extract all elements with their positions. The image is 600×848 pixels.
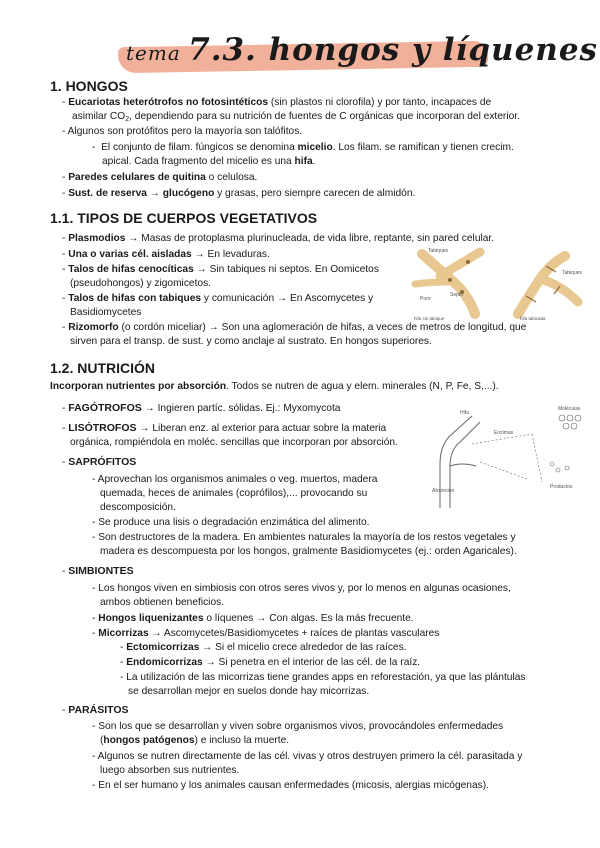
sapro-item-1: - Aprovechan los organismos animales o veg. muertos, madera [92,474,378,485]
nutrition-figure [432,404,590,510]
nutricion-intro: Incorporan nutrientes por absorción. Todos se nutren de agua y elem. minerales (N, P, Fe, S,...). [50,381,499,392]
molecule [575,415,581,421]
title-prefix: tema [126,41,189,65]
micorrizas-apps: - La utilización de las micorrizas tiene grandes apps en reforestación, ya que las plántulas [120,672,526,683]
para-item-1: - Son los que se desarrollan y viven sobre organismos vivos, provocándoles enfermedades [92,721,504,732]
bullet-plasmodios: - Plasmodios → Masas de protoplasma plurinucleada, de vida libre, reptante, sin pared celular. [62,233,495,244]
hypha-branch [540,279,578,302]
fig-caption: hifa sin tabique [414,316,445,321]
sapro-item-2: - Se produce una lisis o degradación enzimática del alimento. [92,517,370,528]
title-main: 7.3. hongos y líquenes [188,32,599,68]
parasitos-header: - PARÁSITOS [62,704,129,716]
page-title [118,30,599,80]
fig-label: Hifa [460,410,469,416]
para-item-3: - En el ser humano y los animales causan enfermedades (micosis, alergias micógenas). [92,780,489,791]
micorrizas-apps-cont: se desarrollan mejor en suelos donde hay micorrizas. [128,686,370,697]
bullet-tabiques-cont: Basidiomycetes [70,307,142,318]
ectomicorrizas: - Ectomicorrizas → Si el micelio crece alrededor de las raíces. [120,642,407,653]
para-item-2-cont: luego absorben sus nutrientes. [100,765,240,776]
bullet-fagotrofos: - FAGÓTROFOS → Ingieren partíc. sólidas. Ej.: Myxomycota [62,402,341,414]
molecule [571,423,577,429]
bullet-micelio-cont: apical. Cada fragmento del micelio es una hifa. [102,156,316,167]
simbiontes-header: - SIMBIONTES [62,565,134,577]
bullet-rizomorfo-cont: sirven para el transp. de sust. y como anclaje al sustrato. En hongos superiores. [70,336,432,347]
fig-label: Enzimas [494,430,514,436]
bullet-eucariotas-cont: asimilar $CO_2$, dependiendo para su nutrición de fuentes de C orgánicas que incorporan del exterior. [72,111,520,123]
fig-label: Septo [450,292,464,298]
nucleus [466,260,470,264]
simb-item-1: - Los hongos viven en simbiosis con otros seres vivos y, por lo menos en algunas ocasiones, [92,583,511,594]
para-item-2: - Algunos se nutren directamente de las cél. vivas y otros destruyen primero la cél. parasitada y [92,751,523,762]
heading-hongos: 1. HONGOS [50,78,128,94]
bullet-rizomorfo: - Rizomorfo (o cordón miceliar) → Son una aglomeración de hifas, a veces de metros de longitud, que [62,322,527,333]
sapro-item-3-cont: madera es descompuesta por los hongos, gralmente Basidiomycetes (ej.: orden Agaricales). [100,546,517,557]
molecule [559,415,565,421]
hypha-wall [440,416,472,508]
bullet-reserva: - Sust. de reserva → glucógeno y grasas, pero siempre carecen de almidón. [62,188,416,199]
nucleus [448,278,452,282]
sapro-item-3: - Son destructores de la madera. En ambientes naturales la mayoría de los restos vegetales y [92,532,516,543]
molecule [563,423,569,429]
bullet-celulas-aisladas: - Una o varias cél. aisladas → En levaduras. [62,249,270,260]
fig-label: Poro [420,296,431,302]
fig-caption: hifa tabicada [520,316,546,321]
bullet-eucariotas: - Eucariotas heterótrofos no fotosintéticos (sin plastos ni clorofila) y por tanto, incapaces de [62,97,492,108]
molecule [550,462,554,466]
arrow-absorption [480,462,527,479]
molecule [567,415,573,421]
fig-label: Tabiques [428,248,449,254]
saprofitos-header: - SAPRÓFITOS [62,456,137,468]
bullet-lisotrofos: - LISÓTROFOS → Liberan enz. al exterior para actuar sobre la materia [62,422,387,434]
bullet-micelio: - El conjunto de filam. fúngicos se denomina micelio. Los filam. se ramifican y tienen crecim. [92,142,514,153]
hypha-branch [440,252,480,276]
bullet-cenociticas: - Talos de hifas cenocíticas → Sin tabiques ni septos. En Oomicetos [62,264,379,275]
sapro-item-1-cont2: descomposición. [100,502,176,513]
arrow-breakdown [532,434,542,482]
bullet-cenociticas-cont: (pseudohongos) y zigomicetos. [70,278,212,289]
hypha-branch [415,282,450,284]
bullet-paredes: - Paredes celulares de quitina o celulosa. [62,172,258,183]
simb-item-2: - Hongos liquenizantes o líquenes → Con algas. Es la más frecuente. [92,613,414,624]
endomicorrizas: - Endomicorrizas → Si penetra en el interior de las cél. de la raíz. [120,657,421,668]
bullet-protofitos: - Algunos son protófitos pero la mayoría son talófitos. [62,126,303,137]
absorption-diagram [432,404,590,510]
hyphae-figure [400,244,590,322]
hyphae-illustration [400,244,590,322]
heading-tipos: 1.1. TIPOS DE CUERPOS VEGETATIVOS [50,210,318,226]
fig-label: Tabiques [562,270,583,276]
fig-label: Absorción [432,488,455,494]
para-item-1-cont: (hongos patógenos) e incluso la muerte. [100,735,290,746]
molecule [556,468,560,472]
bullet-tabiques: - Talos de hifas con tabiques y comunicación → En Ascomycetes y [62,293,374,304]
fig-label: Productos [550,484,573,490]
molecule [565,466,569,470]
hypha-branch [450,464,476,466]
simb-item-3: - Micorrizas → Ascomycetes/Basidiomycetes + raíces de plantas vasculares [92,628,440,639]
sapro-item-1-cont: quemada, heces de animales (coprófilos),... provocando su [100,488,368,499]
simb-item-1-cont: ambos obtienen beneficios. [100,597,225,608]
fig-label: Moléculas [558,406,581,412]
heading-nutricion: 1.2. NUTRICIÓN [50,360,156,376]
bullet-lisotrofos-cont: orgánica, rompiéndola en moléc. sencillas que incorporan por absorción. [70,437,398,448]
